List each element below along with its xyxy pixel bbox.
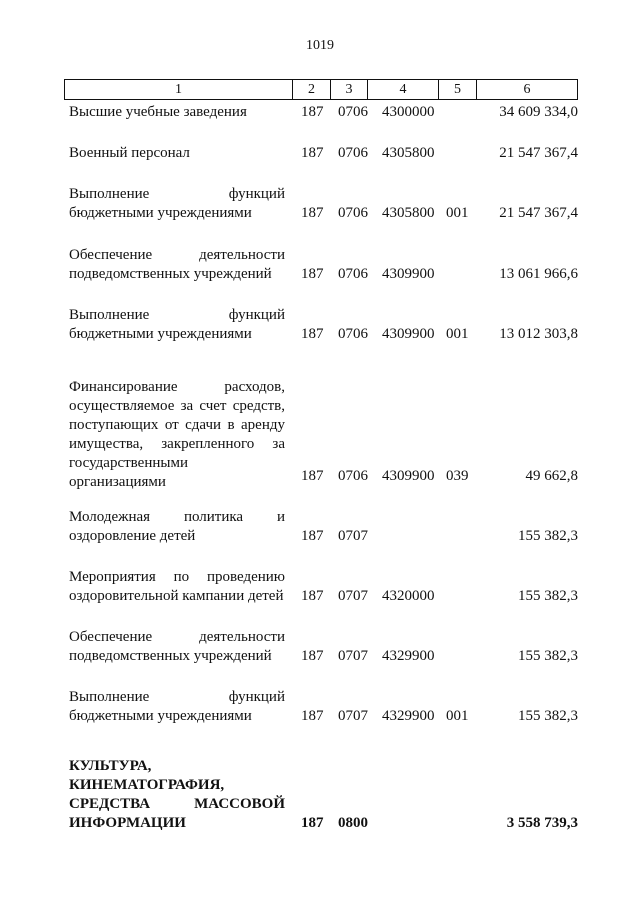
row-col-4: 4309900	[382, 266, 435, 282]
row-col-6: 21 547 367,4	[499, 145, 578, 161]
row-col-4: 4320000	[382, 588, 435, 604]
row-col-6: 155 382,3	[518, 588, 578, 604]
row-name-line: оздоровление детей	[69, 528, 196, 544]
row-name	[69, 378, 285, 492]
row-col-3: 0706	[338, 205, 368, 221]
row-name-line: имущества, закрепленного за	[69, 436, 285, 452]
header-col-1: 1	[65, 80, 293, 99]
row-col-2: 187	[301, 708, 324, 724]
row-col-2: 187	[301, 205, 324, 221]
row-name	[69, 688, 285, 726]
row-name	[69, 185, 285, 223]
row-col-4: 4305800	[382, 205, 435, 221]
row-col-2: 187	[301, 145, 324, 161]
row-col-3: 0707	[338, 588, 368, 604]
row-name-line: государственными	[69, 455, 188, 471]
row-name-line: Финансирование расходов,	[69, 379, 285, 395]
header-col-5: 5	[439, 80, 477, 99]
row-name-line: Молодежная политика и	[69, 509, 285, 525]
row-col-3: 0706	[338, 145, 368, 161]
row-col-3: 0706	[338, 266, 368, 282]
row-name	[69, 246, 285, 284]
row-col-6: 13 061 966,6	[499, 266, 578, 282]
row-col-3: 0706	[338, 104, 368, 120]
row-col-5: 001	[446, 708, 469, 724]
row-name-line: Выполнение функций	[69, 186, 285, 202]
header-col-6: 6	[523, 82, 531, 97]
row-col-2: 187	[301, 326, 324, 342]
row-name-line: бюджетными учреждениями	[69, 708, 252, 724]
row-col-4: 4329900	[382, 648, 435, 664]
row-name-line: организациями	[69, 474, 166, 490]
row-col-4: 4329900	[382, 708, 435, 724]
row-name	[69, 628, 285, 666]
row-col-3: 0706	[338, 326, 368, 342]
row-col-5: 001	[446, 326, 469, 342]
row-col-5: 039	[446, 468, 469, 484]
row-col-6: 155 382,3	[518, 708, 578, 724]
row-col-2: 187	[301, 104, 324, 120]
row-col-6: 13 012 303,8	[499, 326, 578, 342]
row-col-5: 001	[446, 205, 469, 221]
row-name-line: поступающих от сдачи в аренду	[69, 417, 285, 433]
row-name	[69, 144, 285, 163]
row-col-6: 34 609 334,0	[499, 104, 578, 120]
row-col-2: 187	[301, 815, 324, 831]
row-name-line: бюджетными учреждениями	[69, 326, 252, 342]
row-col-4: 4300000	[382, 104, 435, 120]
row-name-line: бюджетными учреждениями	[69, 205, 252, 221]
page-number: 1019	[306, 38, 334, 53]
header-col-4: 4	[368, 80, 439, 99]
row-col-2: 187	[301, 528, 324, 544]
row-col-3: 0706	[338, 468, 368, 484]
row-name-line: подведомственных учреждений	[69, 266, 272, 282]
row-name-line: Выполнение функций	[69, 689, 285, 705]
row-name-line: Обеспечение деятельности	[69, 629, 285, 645]
row-col-3: 0707	[338, 648, 368, 664]
row-col-4: 4309900	[382, 468, 435, 484]
row-name-line: подведомственных учреждений	[69, 648, 272, 664]
row-name-line: Обеспечение деятельности	[69, 247, 285, 263]
row-col-3: 0800	[338, 815, 368, 831]
row-col-6: 49 662,8	[525, 468, 578, 484]
row-name-line: КУЛЬТУРА,	[69, 758, 152, 774]
row-name-line: Высшие учебные заведения	[69, 104, 247, 120]
table-header	[64, 79, 578, 100]
row-col-4: 4305800	[382, 145, 435, 161]
row-name-line: оздоровительной кампании детей	[69, 588, 284, 604]
row-name	[69, 568, 285, 606]
row-name-line: СРЕДСТВА МАССОВОЙ	[69, 796, 285, 812]
header-col-3: 3	[331, 80, 368, 99]
header-col-2: 2	[293, 80, 331, 99]
row-col-2: 187	[301, 468, 324, 484]
row-name-line: КИНЕМАТОГРАФИЯ,	[69, 777, 225, 793]
row-name-line: осуществляемое за счет средств,	[69, 398, 285, 414]
row-name-line: ИНФОРМАЦИИ	[69, 815, 186, 831]
row-col-6: 155 382,3	[518, 648, 578, 664]
row-col-2: 187	[301, 648, 324, 664]
row-name	[69, 757, 285, 833]
row-name	[69, 306, 285, 344]
row-col-4: 4309900	[382, 326, 435, 342]
row-col-6: 21 547 367,4	[499, 205, 578, 221]
row-name	[69, 508, 285, 546]
row-col-6: 155 382,3	[518, 528, 578, 544]
row-col-3: 0707	[338, 708, 368, 724]
row-col-2: 187	[301, 588, 324, 604]
row-name-line: Выполнение функций	[69, 307, 285, 323]
row-col-2: 187	[301, 266, 324, 282]
row-name	[69, 103, 285, 122]
row-name-line: Мероприятия по проведению	[69, 569, 285, 585]
row-name-line: Военный персонал	[69, 145, 190, 161]
row-col-6: 3 558 739,3	[506, 815, 578, 831]
row-col-3: 0707	[338, 528, 368, 544]
